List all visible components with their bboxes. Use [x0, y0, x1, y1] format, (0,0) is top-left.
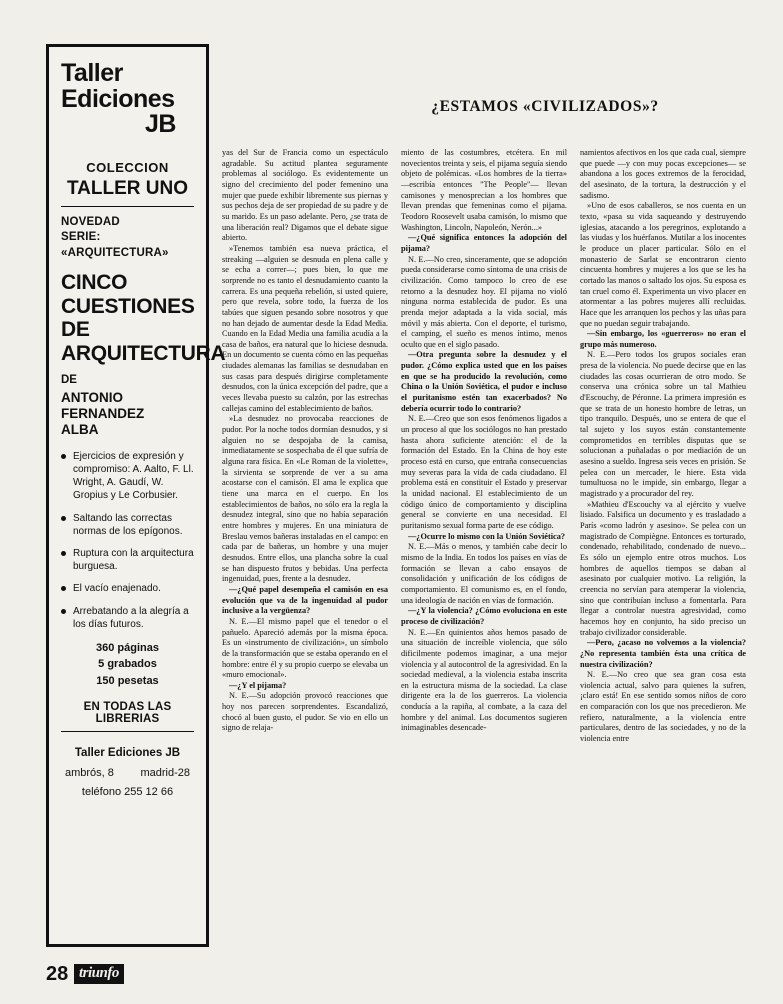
paragraph: N. E.—Pero todos los grupos sociales eran presa de la violencia. No puede decirse que en las ciudades las cosas ocurrieran de otro modo. Se conserva una crónica sobre un tal Mathieu d'Escouchy, de Péronne. La primera impresión es que se trata de un honesto hombre de letras, un tipo tranquilo. Después, uno se entera de que el tal sujeto y los suyos están constantemente comprometidos en terribles disputas que se solucionan a puñaladas o por mediación de un asesino a sueldo. Ingresa seis veces en prisión. Se pelea con un mercader, le hiere. Esta vida tumultuosa no le impide, sin embargo, llegar a magistrado y a procurador del rey.	[580, 350, 746, 498]
text-column-2	[401, 148, 567, 948]
publisher-address	[61, 764, 194, 783]
publisher-contact	[61, 744, 194, 801]
book-title-line1: CINCO	[61, 271, 128, 295]
interview-question: —¿Qué significa entonces la adopción del pijama?	[401, 233, 567, 253]
paragraph: N. E.—Creo que son esos fenómenos ligados a un proceso al que los sociólogos no han prestado hasta ahora suficiente atención: el de la formación del Estado. En la China de hoy este proceso está en curso, que entraña consecuencias muy severas para la vida de cada ciudadano. El problema está en constituir el Estado y preservar la unidad nacional. El establecimiento de un código único de comportamiento y disciplina general se convierte en una necesidad. El puritanismo sexual forma parte de ese código.	[401, 414, 567, 530]
novelty-line2: SERIE: «ARQUITECTURA»	[61, 231, 169, 259]
publisher-logo-line3: JB	[145, 110, 176, 138]
paragraph: »Uno de esos caballeros, se nos cuenta en un texto, «pasa su vida saqueando y destruyendo iglesias, atacando a los peregrinos, explotando a las viudas y los huérfanos. Mutilar a los inocentes le produce un placer particular. Sólo en el monasterio de Sarlat se encontraron ciento cincuenta hombres y mujeres a los que se les ha cortado las manos o saltado los ojos. Su esposa es tan cruel como él. Experimenta un vivo placer en atormentar a las pobres mujeres allí recluidas. Hace que les arranquen los pechos y las uñas para que no puedan seguir trabajando.	[580, 201, 746, 328]
paragraph: miento de las costumbres, etcétera. En mil novecientos treinta y seis, el pijama seguía siendo objeto de polémicas. «Los hombres de la tierra» —escribía entonces "The People"— llevan camisones y menosprecian a los hombres que llevan prendas que femeninas como el pijama. Teodoro Roosevelt usaba camisón, lo mismo que Washington, Lincoln, Napoleón, Nerón...»	[401, 148, 567, 232]
page-number: 28	[46, 963, 69, 985]
book-title-line2: CUESTIONES	[61, 294, 195, 318]
paragraph: namientos afectivos en los que cada cual, siempre que puede —y con muy pocas excepciones— se abandona a los goces extremos de la ferocidad, del asesinato, de la tortura, la destrucción y el sadismo.	[580, 148, 746, 200]
paragraph: yas del Sur de Francia como un espectáculo agradable. Su actitud plantea seguramente problemas al sociólogo. Es evidentemente un signo del crecimiento del poder femenino una mujer que puede exhibir libremente sus piernas y sus pechos deja de ser propiedad de su padre y de su marido. Es un paso adelante. Pero, ¿se trata de una liberación real? Digamos que el debate sigue abierto.	[222, 148, 388, 243]
text-column-1	[222, 148, 388, 948]
interview-question: —¿Y la violencia? ¿Cómo evoluciona en este proceso de civilización?	[401, 606, 567, 626]
author-line3: ALBA	[61, 421, 99, 437]
list-item: Saltando las correctas normas de los epígonos.	[61, 512, 194, 538]
publisher-logo-line2: Ediciones	[61, 84, 175, 113]
interview-question: —¿Qué papel desempeña el camisón en esa evolución que va de la ingenuidad al pudor inclusive a la vergüenza?	[222, 584, 388, 616]
advertisement-box	[46, 44, 226, 947]
book-title-line4: ARQUITECTURA	[61, 341, 226, 365]
paragraph: N. E.—No creo, sinceramente, que se adopción pueda considerarse como síntoma de una crisis de civilización. Como tampoco lo creo de ese retorno a la desnudez hoy. El pijama no violó ninguna norma establecida de pudor. Es una prenda mejor adaptada a la vida social, más móvil y más abierta. Con el deporte, el turismo, el camping, el sueño es menos íntimo, menos oculto que en el siglo pasado.	[401, 254, 567, 349]
address-street: ambrós, 8	[65, 766, 114, 779]
paragraph: N. E.—Más o menos, y también cabe decir lo mismo de la India. En todos los países en vías de formación se llevan a cabo ensayos de consolidación y unificación de los códigos de comportamiento. El comunismo es, en el fondo, una ideología de nación en vías de formación.	[401, 542, 567, 605]
paragraph: »Mathieu d'Escouchy va al ejército y vuelve lisiado. Falsifica un documento y es trasladado a París «como ladrón y asesino». Se pelea con un magistrado de Compiègne. Entonces es torturado, condenado, rehabilitado, condenado de nuevo... Es sólo un ejemplo entre otros muchos. Los hombres de aquellos tiempos se daban al asesinato por cualquier motivo. La religión, la creencia no servían para atemperar la violencia, sino que contribuían incluso a fomentarla. Para llegar a controlar nuestra agresividad, como hacemos hoy en conjunto, ha sido preciso un trabajo civilizador considerable.	[580, 499, 746, 637]
availability-note: EN TODAS LAS LIBRERIAS	[83, 701, 172, 726]
spec-pages: 360 páginas	[96, 641, 159, 654]
novelty-block	[61, 215, 194, 262]
interview-question: —Pero, ¿acaso no volvemos a la violencia? ¿No representa también ésta una crítica de nuestra civilización?	[580, 638, 746, 669]
article-body	[222, 148, 752, 948]
article-headline: ¿ESTAMOS «CIVILIZADOS»?	[431, 98, 659, 115]
text-column-3	[580, 148, 746, 948]
paragraph: »La desnudez no provocaba reacciones de pudor. Por la noche todos dormían desnudos, y si alguien no se despojaba de la camisa, inmediatamente se sospechaba de él que sufría de alguna rara física. En «Le Roman de la violette», la sirvienta se sorprende de ver a su ama acostarse con el camisón. El ama le explica que tiene una marca en el cuerpo. En los establecimientos de baños, no sólo era la regla la desnudez integral, sino que no había separación entre hombres y mujeres. En una miniatura de Breslau vemos bañeras instaladas en el campo: en cada par de bañeras, un hombre y una mujer desnudos. Entre ellos, una plancha sobre la cual se han dispuesto frutos y bebidas. Una perfecta ingenuidad, pues, frente a la desnudez.	[222, 414, 388, 584]
author-line2: FERNANDEZ	[61, 406, 145, 422]
publisher-name: Taller Ediciones JB	[74, 747, 181, 760]
divider-bottom	[61, 731, 194, 732]
publisher-logo-line1: Taller	[61, 59, 123, 87]
collection-label: COLECCION	[86, 159, 169, 175]
book-title-line3: DE	[61, 318, 90, 342]
divider-top	[61, 206, 194, 207]
list-item: El vacío enajenado.	[61, 582, 194, 595]
paragraph: N. E.—Su adopción provocó reacciones que hoy nos parecen sorprendentes. Escandalizó, chocó al buen gusto, el pudor. Se vio en ello un signo de relaja-	[222, 691, 388, 733]
list-item: Ruptura con la arquitectura burguesa.	[61, 547, 194, 573]
feature-list	[61, 450, 194, 631]
interview-question: —Otra pregunta sobre la desnudez y el pudor. ¿Cómo explica usted que en los países en que se ha producido la revolución, como China o la Unión Soviética, el pudor e incluso el puritanismo estén tan exacerbados? No debería ocurrir todo lo contrario?	[401, 350, 567, 413]
interview-question: —¿Ocurre lo mismo con la Unión Soviética?	[408, 531, 566, 541]
paragraph: N. E.—El mismo papel que el tenedor o el pañuelo. Apareció además por la misma época. Es un «instrumento de civilización», un símbolo de la transformación que se estaba operando en el hombre: entre él y su propio cuerpo se elevaba un «muro emocional».	[222, 616, 388, 680]
publisher-logo	[61, 61, 194, 138]
list-item: Ejercicios de expresión y compromiso: A. Aalto, F. Ll. Wright, A. Gaudí, W. Gropius y Le Corbusier.	[61, 450, 194, 503]
collection-name: TALLER UNO	[66, 177, 189, 199]
list-item: Arrebatando a la alegría a los días futuros.	[61, 605, 194, 631]
book-specs	[61, 640, 194, 690]
paragraph: N. E.—En quinientos años hemos pasado de una situación de increíble violencia, que sólo dificilmente podemos imaginar, a una mejor violencia y al autocontrol de la agresividad. En la sociedad medieval, a la violencia estaba inscrita en la estructura misma de la sociedad. La clase dirigente era la de los guerreros. La violencia conducía a la rapiña, al combate, a la caza del hombre y del animal. Los documentos sugieren inimaginables desencade-	[401, 627, 567, 733]
book-author	[61, 390, 194, 438]
magazine-masthead: triunfo	[74, 964, 124, 984]
paragraph: N. E.—No creo que sea gran cosa esta violencia actual, salvo para quienes la sufren, ¡claro está! En ese sentido somos niños de coro en comparación con los que nos precedieron. Me refiero, naturalmente, a la violencia entre particulares, dentro de las sociedades, y no de la violencia entre	[580, 670, 746, 744]
spec-engravings: 5 grabados	[98, 658, 157, 671]
paragraph: »Tenemos también esa nueva práctica, el streaking —alguien se desnuda en plena calle y se echa a correr—; pues bien, lo que me sorprende no es tanto el desnudamiento cuanto la carrera. Es una pequeña rebelión, si usted quiere, pero que revela, sobre todo, la fuerza de los tabúes que siguen pesando sobre nosotros y que no han dejado de aumentar desde la Edad Media. Cuando en la Edad Media una familia acudía a la casa de baños, era natural que lo hiciese desnuda. En un documento se cuenta cómo en las pequeñas ciudades alemanas las familias se desnudaban en sus casas para después dirigirse completamente desnudos, con la única excepción del padre, que a veces llevaba puesto su calzón, por las estrechas callejas camino del establecimiento de baños.	[222, 243, 388, 413]
novelty-line1: NOVEDAD	[61, 215, 120, 228]
book-title	[61, 271, 226, 365]
interview-question: —Sin embargo, los «guerreros» no eran el grupo más numeroso.	[580, 329, 746, 349]
publisher-phone: teléfono 255 12 66	[81, 785, 174, 798]
author-label: DE	[61, 374, 77, 387]
address-city: madrid-28	[140, 766, 190, 779]
spec-price: 150 pesetas	[96, 674, 159, 687]
author-line1: ANTONIO	[61, 390, 124, 406]
interview-question: —¿Y el pijama?	[229, 680, 287, 690]
